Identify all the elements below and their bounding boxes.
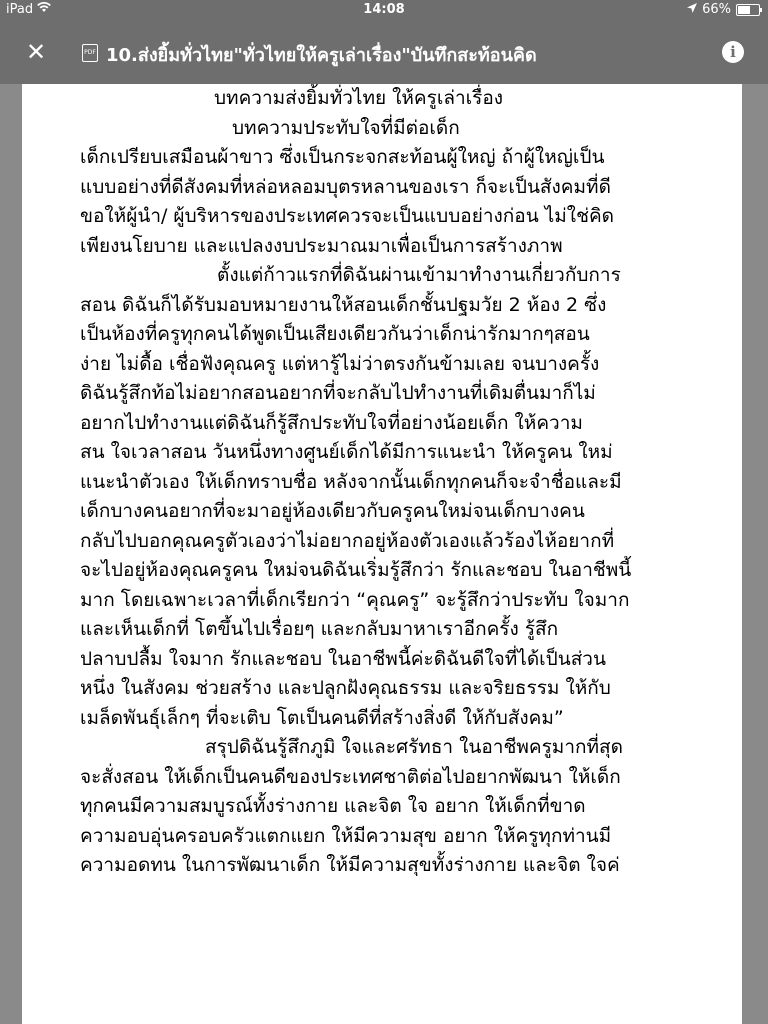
document-text-line: สน ใจเวลาสอน วันหนึ่งทางศูนย์เด็กได้มีการแนะนำ ให้ครูคน ใหม่ bbox=[80, 441, 613, 463]
document-text-line: ตั้งแต่ก้าวแรกที่ดิฉันผ่านเข้ามาทำงานเกี่ยวกับการ bbox=[217, 264, 621, 286]
document-text-line: ดิฉันรู้สึกท้อไม่อยากสอนอยากที่จะกลับไปทำงานที่เดิมตื่นมาก็ไม่ bbox=[80, 382, 596, 404]
info-icon[interactable]: i bbox=[722, 41, 744, 63]
location-arrow-icon bbox=[687, 2, 697, 17]
document-text-line: เพียงนโยบาย และแปลงงบประมาณมาเพื่อเป็นการสร้างภาพ bbox=[80, 234, 563, 257]
close-icon[interactable]: ✕ bbox=[25, 38, 47, 66]
battery-icon bbox=[736, 4, 760, 16]
document-text-line: กลับไปบอกคุณครูตัวเองว่าไม่อยากอยู่ห้องตัวเองแล้วร้องไห้อยากที่ bbox=[80, 529, 615, 552]
pdf-viewer-toolbar bbox=[0, 20, 768, 84]
document-text-line: แบบอย่างที่ดีสังคมที่หล่อหลอมบุตรหลานของเรา ก็จะเป็นสังคมที่ดี bbox=[80, 175, 611, 198]
document-text-line: จะไปอยู่ห้องคุณครูคน ใหม่จนดิฉันเริ่มรู้สึกว่า รักและชอบ ในอาชีพนี้ bbox=[80, 559, 632, 581]
document-text-line: สรุปดิฉันรู้สึกภูมิ ใจและศรัทธา ในอาชีพครูมากที่สุด bbox=[205, 736, 623, 758]
battery-percent: 66% bbox=[702, 2, 731, 17]
document-text-line: ความอดทน ในการพัฒนาเด็ก ให้มีความสุขทั้งร่างกาย และจิต ใจค่ bbox=[80, 854, 620, 876]
document-text-line: เด็กเปรียบเสมือนผ้าขาว ซึ่งเป็นกระจกสะท้อนผู้ใหญ่ ถ้าผู้ใหญ่เป็น bbox=[80, 146, 605, 168]
device-label: iPad bbox=[6, 2, 34, 17]
document-title: 10.ส่งยิ้มทั่วไทย"ทั่วไทยให้ครูเล่าเรื่อง"บันทึกสะท้อนคิด bbox=[106, 45, 537, 66]
document-text-line: เป็นห้องที่ครูทุกคนได้พูดเป็นเสียงเดียวกันว่าเด็กน่ารักมากๆสอน bbox=[80, 323, 590, 345]
document-heading-line: บทความประทับใจที่มีต่อเด็ก bbox=[232, 116, 460, 139]
document-text-line: ความอบอุ่นครอบครัวแตกแยก ให้มีความสุข อยาก ให้ครูทุกท่านมี bbox=[80, 824, 612, 847]
document-text-line: ง่าย ไม่ดื้อ เชื่อฟังคุณครู แต่หารู้ไม่ว่าตรงกันข้ามเลย จนบางครั้ง bbox=[80, 352, 600, 375]
pdf-icon: PDF bbox=[82, 44, 98, 62]
document-body bbox=[80, 84, 700, 881]
document-heading-line: บทความส่งยิ้มทั่วไทย ให้ครูเล่าเรื่อง bbox=[214, 87, 504, 109]
document-text-line: หนึ่ง ในสังคม ช่วยสร้าง และปลูกฝังคุณธรรม และจริยธรรม ให้กับ bbox=[80, 677, 611, 699]
document-text-line: ทุกคนมีความสมบูรณ์ทั้งร่างกาย และจิต ใจ อยาก ให้เด็กที่ขาด bbox=[80, 795, 586, 817]
status-right bbox=[687, 2, 760, 17]
document-text-line: ปลาบปลื้ม ใจมาก รักและชอบ ในอาชีพนี้ค่ะดิฉันดีใจที่ได้เป็นส่วน bbox=[80, 647, 606, 670]
clock: 14:08 bbox=[363, 2, 405, 17]
document-text-line: เมล็ดพันธุ์เล็กๆ ที่จะเติบ โตเป็นคนดีที่สร้างสิ่งดี ให้กับสังคม” bbox=[80, 706, 564, 729]
document-text-line: แนะนำตัวเอง ให้เด็กทราบชื่อ หลังจากนั้นเด็กทุกคนก็จะจำชื่อและมี bbox=[80, 470, 622, 493]
battery-fill bbox=[738, 6, 750, 14]
document-text-line: เด็กบางคนอยากที่จะมาอยู่ห้องเดียวกับครูคนใหม่จนเด็กบางคน bbox=[80, 500, 585, 522]
document-text-line: จะสั่งสอน ให้เด็กเป็นคนดีของประเทศชาติต่อไปอยากพัฒนา ให้เด็ก bbox=[80, 765, 621, 788]
document-text-line: อยากไปทำงานแต่ดิฉันก็รู้สึกประทับใจที่อย่างน้อยเด็ก ให้ความ bbox=[80, 411, 583, 434]
status-bar bbox=[0, 0, 768, 20]
document-text-line: มาก โดยเฉพาะเวลาที่เด็กเรียกว่า “คุณครู” จะรู้สึกว่าประทับ ใจมาก bbox=[80, 588, 630, 611]
document-text-line: และเห็นเด็กที่ โตขึ้นไปเรื่อยๆ และกลับมาหาเราอีกครั้ง รู้สึก bbox=[80, 618, 559, 640]
document-text-line: สอน ดิฉันก็ได้รับมอบหมายงานให้สอนเด็กชั้นปฐมวัย 2 ห้อง 2 ซึ่ง bbox=[80, 293, 607, 316]
document-text-line: ขอให้ผู้นำ/ ผู้บริหารของประเทศควรจะเป็นแบบอย่างก่อน ไม่ใช่คิด bbox=[80, 205, 615, 227]
pdf-page[interactable] bbox=[22, 84, 742, 1024]
